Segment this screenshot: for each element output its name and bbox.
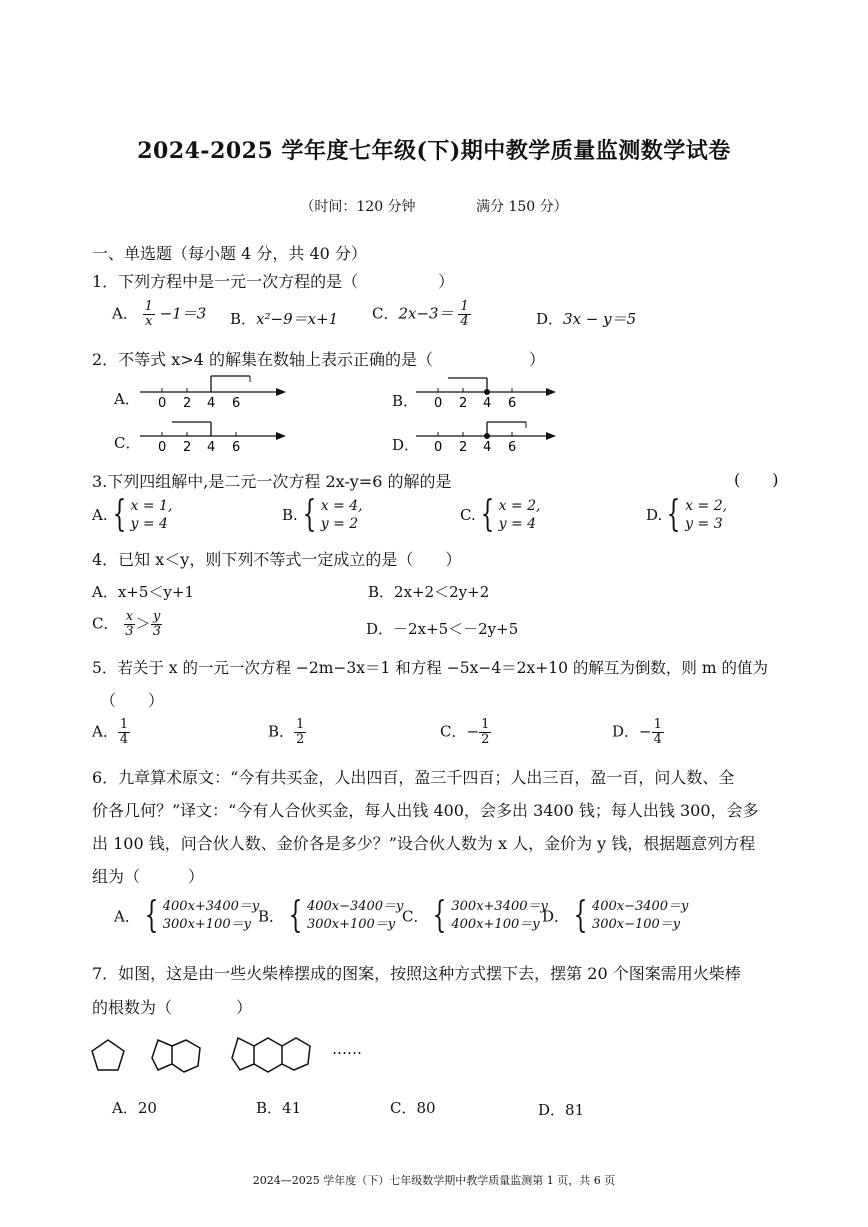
page-footer: 2024—2025 学年度（下）七年级数学期中教学质量监测第 1 页，共 6 页 xyxy=(252,1174,616,1187)
tick-label: 6 xyxy=(232,440,241,454)
q1-option-b: B．x²−9＝x+1 xyxy=(230,310,339,328)
q5-option-d: D．− $\frac{1}{4}$ xyxy=(612,717,662,747)
tick-label: 0 xyxy=(158,396,167,410)
q2-number-line-d xyxy=(414,416,564,454)
pentagon-figure-3 xyxy=(232,1038,310,1072)
q7-option-a: A．20 xyxy=(112,1099,157,1117)
q2-stem: 2．不等式 x>4 的解集在数轴上表示正确的是（ ） xyxy=(92,350,545,369)
q6-line-1: 6．九章算术原文：“今有共买金，人出四百，盈三千四百；人出三百，盈一百，问人数、全 xyxy=(92,768,735,787)
exam-subtitle xyxy=(0,196,868,216)
q2-option-d-label: D． xyxy=(392,436,420,454)
q7-line-1: 7．如图，这是由一些火柴棒摆成的图案，按照这种方式摆下去，摆第 20 个图案需用火柴棒 xyxy=(92,964,741,983)
tick-label: 6 xyxy=(232,396,241,410)
q7-option-b: B．41 xyxy=(256,1099,302,1117)
section-heading: 一、单选题（每小题 4 分，共 40 分） xyxy=(92,244,367,263)
q2-option-c-label: C． xyxy=(114,434,141,452)
tick-label: 4 xyxy=(207,396,216,410)
q3-answer-paren: ( ) xyxy=(734,470,779,489)
q4-option-a: A．x+5＜y+1 xyxy=(92,583,194,601)
tick-label: 2 xyxy=(183,440,192,454)
q3-option-b: B. { x = 4, y = 2 xyxy=(282,494,363,535)
exam-score: 满分 150 分） xyxy=(476,199,568,215)
tick-label: 4 xyxy=(483,396,492,410)
q2-number-line-b xyxy=(414,374,564,410)
q2-number-line-c xyxy=(138,416,288,454)
q6-line-4: 组为（ ） xyxy=(92,867,205,886)
tick-label: 0 xyxy=(434,396,443,410)
exam-time: （时间：120 分钟 xyxy=(300,199,416,215)
tick-label: 6 xyxy=(508,440,517,454)
tick-label: 2 xyxy=(183,396,192,410)
q5-option-b: B． $\frac{1}{2}$ xyxy=(268,717,305,747)
q4-option-c: C． $\frac{x}{3}$ ＞ $\frac{y}{3}$ xyxy=(92,609,161,639)
q1-option-a: A． $\frac{1}{x}$ −1＝3 xyxy=(112,299,207,329)
q1-option-d: D．3x − y＝5 xyxy=(536,310,637,328)
q4-option-d: D．－2x+5＜－2y+5 xyxy=(366,620,519,638)
q4-stem: 4．已知 x＜y，则下列不等式一定成立的是（ ） xyxy=(92,550,462,569)
tick-label: 6 xyxy=(508,396,517,410)
q6-option-c: C． { 300x+3400＝y 400x+100＝y xyxy=(402,895,548,936)
q6-option-a: A． { 400x+3400＝y 300x+100＝y xyxy=(114,895,260,936)
tick-label: 2 xyxy=(459,396,468,410)
q7-option-c: C．80 xyxy=(390,1099,436,1117)
q2-option-b-label: B． xyxy=(392,392,419,410)
q3-option-d: D. { x = 2, y = 3 xyxy=(646,494,728,535)
exam-title: 2024-2025 学年度七年级(下)期中教学质量监测数学试卷 xyxy=(137,138,731,164)
q5-option-c: C．− $\frac{1}{2}$ xyxy=(440,717,490,747)
q5-stem: 5．若关于 x 的一元一次方程 −2m−3x＝1 和方程 −5x−4＝2x+10 的解互为倒数，则 m 的值为 xyxy=(92,659,768,677)
q1-option-c: C．2x−3＝ $\frac{1}{4}$ xyxy=(372,299,469,329)
q3-option-c: C. { x = 2, y = 4 xyxy=(460,494,541,535)
tick-label: 0 xyxy=(158,440,167,454)
q5-answer-paren: （ ） xyxy=(100,691,165,710)
q2-number-line-a xyxy=(138,374,288,410)
tick-label: 2 xyxy=(459,440,468,454)
q6-option-b: B． { 400x−3400＝y 300x+100＝y xyxy=(258,895,404,936)
tick-label: 4 xyxy=(207,440,216,454)
q5-option-a: A． $\frac{1}{4}$ xyxy=(92,717,129,747)
q3-option-a: A. { x = 1, y = 4 xyxy=(92,494,173,535)
q7-line-2: 的根数为（ ） xyxy=(92,998,253,1017)
pentagon-figure-1 xyxy=(92,1040,124,1070)
q4-option-b: B．2x+2＜2y+2 xyxy=(368,583,490,601)
q6-line-2: 价各几何？”译文：“今有人合伙买金，每人出钱 400，会多出 3400 钱；每人出钱 300，会多 xyxy=(92,801,759,820)
q2-option-a-label: A． xyxy=(114,390,140,408)
tick-label: 0 xyxy=(434,440,443,454)
q6-line-3: 出 100 钱，问合伙人数、金价各是多少？”设合伙人数为 x 人，金价为 y 钱，根据题意列方程 xyxy=(92,834,756,853)
matchstick-pentagon-figures xyxy=(88,1028,408,1080)
tick-label: 4 xyxy=(483,440,492,454)
q1-stem: 1．下列方程中是一元一次方程的是（ ） xyxy=(92,272,455,291)
q7-option-d: D．81 xyxy=(538,1101,585,1119)
q3-stem: 3.下列四组解中,是二元一次方程 2x-y=6 的解的是 xyxy=(92,472,452,491)
q6-option-d: D． { 400x−3400＝y 300x−100＝y xyxy=(542,895,689,936)
continuation-dots: …… xyxy=(332,1040,362,1058)
pentagon-figure-2 xyxy=(152,1040,200,1072)
